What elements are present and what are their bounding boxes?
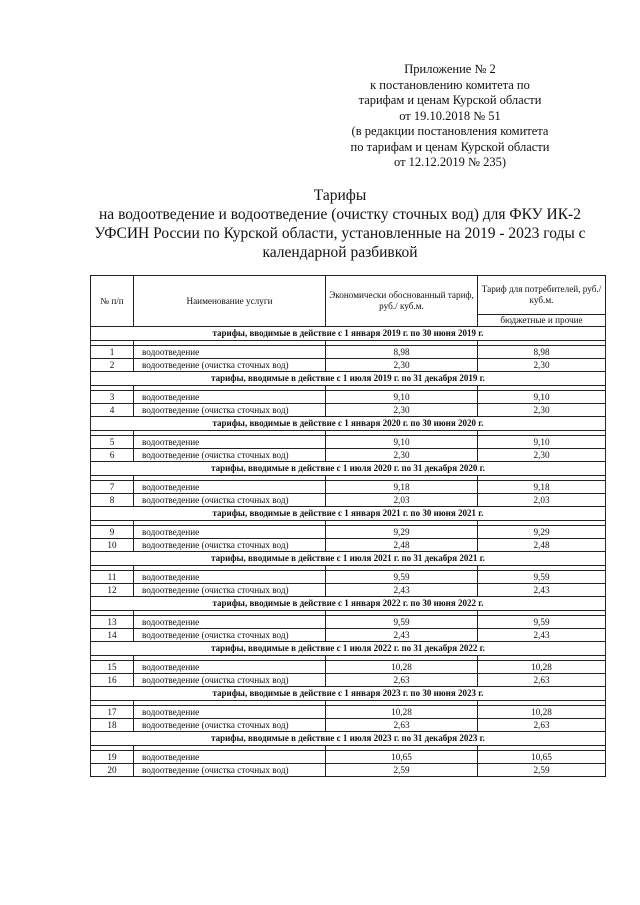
consumer-tariff-cell: 9,29 xyxy=(478,526,606,539)
economic-tariff-cell: 9,18 xyxy=(326,481,478,494)
consumer-tariff-cell: 9,18 xyxy=(478,481,606,494)
table-row xyxy=(91,674,606,687)
consumer-tariff-cell: 10,28 xyxy=(478,661,606,674)
row-number-cell: 6 xyxy=(91,449,134,462)
period-label: тарифы, вводимые в действие с 1 июля 2023 г. по 31 декабря 2023 г. xyxy=(91,732,606,746)
economic-tariff-cell: 2,30 xyxy=(326,404,478,417)
economic-tariff-cell: 9,59 xyxy=(326,616,478,629)
row-number-cell: 10 xyxy=(91,539,134,552)
row-number-cell: 8 xyxy=(91,494,134,507)
period-header-row xyxy=(91,552,606,566)
service-name-cell: водоотведение (очистка сточных вод) xyxy=(134,629,326,642)
table-row xyxy=(91,346,606,359)
row-number-cell: 3 xyxy=(91,391,134,404)
table-row xyxy=(91,391,606,404)
appendix-line: (в редакции постановления комитета xyxy=(351,124,549,138)
title-line: УФСИН России по Курской области, установленные на 2019 - 2023 годы с xyxy=(94,225,586,242)
header-consumer-subgroup: бюджетные и прочие xyxy=(478,315,606,327)
consumer-tariff-cell: 2,43 xyxy=(478,629,606,642)
tariff-table xyxy=(90,275,606,777)
row-number-cell: 11 xyxy=(91,571,134,584)
consumer-tariff-cell: 10,65 xyxy=(478,751,606,764)
title-line: на водоотведение и водоотведение (очистку сточных вод) для ФКУ ИК-2 xyxy=(99,206,581,223)
row-number-cell: 9 xyxy=(91,526,134,539)
service-name-cell: водоотведение (очистка сточных вод) xyxy=(134,404,326,417)
period-header-row xyxy=(91,327,606,341)
period-label: тарифы, вводимые в действие с 1 июля 2022 г. по 31 декабря 2022 г. xyxy=(91,642,606,656)
service-name-cell: водоотведение xyxy=(134,616,326,629)
service-name-cell: водоотведение xyxy=(134,481,326,494)
table-row xyxy=(91,539,606,552)
table-row xyxy=(91,706,606,719)
row-number-cell: 14 xyxy=(91,629,134,642)
consumer-tariff-cell: 2,63 xyxy=(478,719,606,732)
row-number-cell: 19 xyxy=(91,751,134,764)
consumer-tariff-cell: 2,30 xyxy=(478,404,606,417)
consumer-tariff-cell: 2,30 xyxy=(478,359,606,372)
table-row xyxy=(91,404,606,417)
appendix-line: к постановлению комитета по xyxy=(370,77,530,92)
table-row xyxy=(91,751,606,764)
consumer-tariff-cell: 2,59 xyxy=(478,764,606,777)
table-row xyxy=(91,661,606,674)
period-label: тарифы, вводимые в действие с 1 января 2020 г. по 30 июня 2020 г. xyxy=(91,417,606,431)
economic-tariff-cell: 2,43 xyxy=(326,584,478,597)
row-number-cell: 1 xyxy=(91,346,134,359)
table-row xyxy=(91,571,606,584)
consumer-tariff-cell: 9,10 xyxy=(478,436,606,449)
row-number-cell: 5 xyxy=(91,436,134,449)
table-row xyxy=(91,764,606,777)
row-number-cell: 7 xyxy=(91,481,134,494)
economic-tariff-cell: 10,28 xyxy=(326,706,478,719)
period-label: тарифы, вводимые в действие с 1 июля 2019 г. по 31 декабря 2019 г. xyxy=(91,372,606,386)
table-row xyxy=(91,719,606,732)
service-name-cell: водоотведение (очистка сточных вод) xyxy=(134,359,326,372)
service-name-cell: водоотведение xyxy=(134,526,326,539)
consumer-tariff-cell: 9,10 xyxy=(478,391,606,404)
row-number-cell: 17 xyxy=(91,706,134,719)
period-header-row xyxy=(91,507,606,521)
appendix-line: от 19.10.2018 № 51 xyxy=(399,108,501,123)
table-row xyxy=(91,449,606,462)
consumer-tariff-cell: 2,03 xyxy=(478,494,606,507)
header-service-name: Наименование услуги xyxy=(134,276,326,327)
service-name-cell: водоотведение (очистка сточных вод) xyxy=(134,584,326,597)
period-label: тарифы, вводимые в действие с 1 июля 2021 г. по 31 декабря 2021 г. xyxy=(91,552,606,566)
economic-tariff-cell: 8,98 xyxy=(326,346,478,359)
period-label: тарифы, вводимые в действие с 1 января 2022 г. по 30 июня 2022 г. xyxy=(91,597,606,611)
table-row xyxy=(91,481,606,494)
service-name-cell: водоотведение xyxy=(134,706,326,719)
economic-tariff-cell: 9,29 xyxy=(326,526,478,539)
service-name-cell: водоотведение (очистка сточных вод) xyxy=(134,674,326,687)
economic-tariff-cell: 2,30 xyxy=(326,449,478,462)
table-row xyxy=(91,359,606,372)
appendix-line: Приложение № 2 xyxy=(404,62,496,76)
period-header-row xyxy=(91,462,606,476)
service-name-cell: водоотведение xyxy=(134,436,326,449)
service-name-cell: водоотведение xyxy=(134,661,326,674)
service-name-cell: водоотведение (очистка сточных вод) xyxy=(134,764,326,777)
appendix-reference xyxy=(330,62,570,171)
title-line: календарной разбивкой xyxy=(262,244,418,261)
tariff-table-body xyxy=(91,327,606,777)
economic-tariff-cell: 9,10 xyxy=(326,391,478,404)
period-label: тарифы, вводимые в действие с 1 января 2021 г. по 30 июня 2021 г. xyxy=(91,507,606,521)
table-row xyxy=(91,494,606,507)
economic-tariff-cell: 2,30 xyxy=(326,359,478,372)
economic-tariff-cell: 9,59 xyxy=(326,571,478,584)
economic-tariff-cell: 10,65 xyxy=(326,751,478,764)
row-number-cell: 15 xyxy=(91,661,134,674)
consumer-tariff-cell: 9,59 xyxy=(478,571,606,584)
service-name-cell: водоотведение xyxy=(134,391,326,404)
economic-tariff-cell: 2,63 xyxy=(326,719,478,732)
appendix-line: по тарифам и ценам Курской области xyxy=(350,139,550,154)
service-name-cell: водоотведение xyxy=(134,751,326,764)
economic-tariff-cell: 9,10 xyxy=(326,436,478,449)
consumer-tariff-cell: 2,63 xyxy=(478,674,606,687)
service-name-cell: водоотведение (очистка сточных вод) xyxy=(134,539,326,552)
appendix-line: от 12.12.2019 № 235) xyxy=(393,155,506,169)
period-header-row xyxy=(91,372,606,386)
title-heading: Тарифы xyxy=(313,187,367,204)
period-label: тарифы, вводимые в действие с 1 января 2019 г. по 30 июня 2019 г. xyxy=(91,327,606,341)
economic-tariff-cell: 2,03 xyxy=(326,494,478,507)
row-number-cell: 20 xyxy=(91,764,134,777)
period-header-row xyxy=(91,597,606,611)
row-number-cell: 12 xyxy=(91,584,134,597)
economic-tariff-cell: 2,59 xyxy=(326,764,478,777)
table-row xyxy=(91,436,606,449)
consumer-tariff-cell: 10,28 xyxy=(478,706,606,719)
table-row xyxy=(91,526,606,539)
header-consumer-tariff: Тариф для потребителей, руб./куб.м. xyxy=(478,276,606,315)
row-number-cell: 4 xyxy=(91,404,134,417)
economic-tariff-cell: 2,63 xyxy=(326,674,478,687)
table-row xyxy=(91,584,606,597)
row-number-cell: 13 xyxy=(91,616,134,629)
consumer-tariff-cell: 9,59 xyxy=(478,616,606,629)
service-name-cell: водоотведение xyxy=(134,571,326,584)
consumer-tariff-cell: 8,98 xyxy=(478,346,606,359)
table-row xyxy=(91,629,606,642)
consumer-tariff-cell: 2,48 xyxy=(478,539,606,552)
row-number-cell: 16 xyxy=(91,674,134,687)
row-number-cell: 18 xyxy=(91,719,134,732)
period-label: тарифы, вводимые в действие с 1 января 2023 г. по 30 июня 2023 г. xyxy=(91,687,606,701)
period-label: тарифы, вводимые в действие с 1 июля 2020 г. по 31 декабря 2020 г. xyxy=(91,462,606,476)
table-row xyxy=(91,616,606,629)
period-header-row xyxy=(91,732,606,746)
document-title xyxy=(60,186,620,262)
header-economic-tariff: Экономически обоснованный тариф, руб./ куб.м. xyxy=(326,276,478,327)
service-name-cell: водоотведение (очистка сточных вод) xyxy=(134,494,326,507)
row-number-cell: 2 xyxy=(91,359,134,372)
service-name-cell: водоотведение xyxy=(134,346,326,359)
consumer-tariff-cell: 2,30 xyxy=(478,449,606,462)
service-name-cell: водоотведение (очистка сточных вод) xyxy=(134,719,326,732)
period-header-row xyxy=(91,687,606,701)
economic-tariff-cell: 2,48 xyxy=(326,539,478,552)
appendix-line: тарифам и ценам Курской области xyxy=(358,93,542,107)
period-header-row xyxy=(91,642,606,656)
consumer-tariff-cell: 2,43 xyxy=(478,584,606,597)
period-header-row xyxy=(91,417,606,431)
economic-tariff-cell: 10,28 xyxy=(326,661,478,674)
service-name-cell: водоотведение (очистка сточных вод) xyxy=(134,449,326,462)
header-num: № п/п xyxy=(91,276,134,327)
economic-tariff-cell: 2,43 xyxy=(326,629,478,642)
